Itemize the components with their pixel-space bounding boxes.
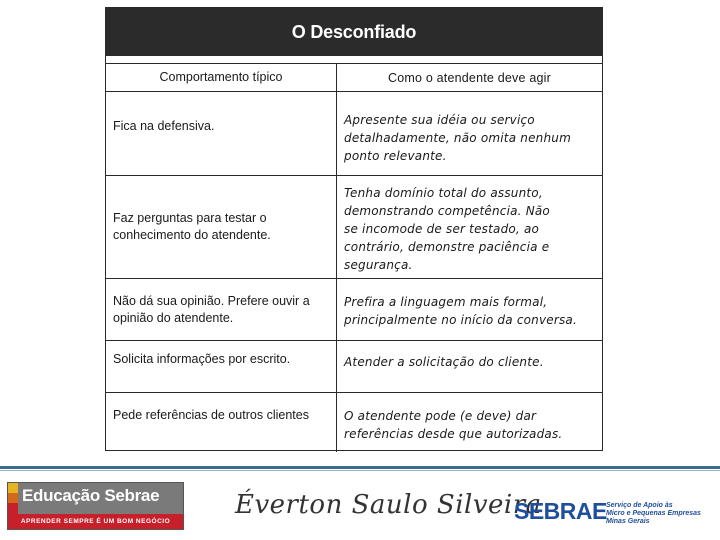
behavior-cell xyxy=(106,393,337,452)
table-row xyxy=(106,279,602,341)
action-cell xyxy=(337,176,602,278)
action-cell xyxy=(337,279,602,340)
tagline-line: Micro e Pequenas Empresas xyxy=(606,510,701,517)
cell-line: Faz perguntas para testar o xyxy=(113,211,267,225)
action-cell xyxy=(337,341,602,392)
behavior-cell xyxy=(106,92,337,175)
tagline-line: Minas Gerais xyxy=(606,518,650,525)
cell-line: Tenha domínio total do assunto, xyxy=(344,186,543,200)
logo-stripe xyxy=(8,483,18,493)
edu-logo-title: Educação Sebrae xyxy=(22,486,160,505)
cell-line: se incomode de ser testado, ao xyxy=(344,222,540,236)
sebrae-tagline xyxy=(606,502,701,526)
behavior-table xyxy=(105,7,603,451)
cell-line: contrário, demonstre paciência e xyxy=(344,240,550,254)
cell-line: Atender a solicitação do cliente. xyxy=(344,355,544,369)
behavior-cell xyxy=(106,341,337,392)
header-row xyxy=(106,64,602,92)
cell-line: detalhadamente, não omita nenhum xyxy=(344,131,571,145)
logo-stripe xyxy=(8,493,18,503)
action-cell xyxy=(337,92,602,175)
behavior-cell xyxy=(106,176,337,278)
cell-line: referências desde que autorizadas. xyxy=(344,427,563,441)
cell-line: demonstrando competência. Não xyxy=(344,204,550,218)
table-row xyxy=(106,393,602,452)
edu-logo-tagline: APRENDER SEMPRE É UM BOM NEGÓCIO xyxy=(8,514,183,529)
cell-line: Solicita informações por escrito. xyxy=(113,352,291,366)
sebrae-logo xyxy=(514,484,714,530)
logo-stripe xyxy=(8,503,18,514)
cell-line: Pede referências de outros clientes xyxy=(113,408,309,422)
educacao-sebrae-logo xyxy=(7,482,184,530)
footer-divider-thin xyxy=(0,470,720,471)
cell-line: Fica na defensiva. xyxy=(113,119,215,133)
cell-line: conhecimento do atendente. xyxy=(113,228,271,242)
action-cell xyxy=(337,393,602,452)
sebrae-wordmark: SEBRAE xyxy=(514,498,607,524)
author-signature: Éverton Saulo Silveira xyxy=(235,490,542,520)
table-row xyxy=(106,176,602,279)
footer-divider xyxy=(0,466,720,469)
table-row xyxy=(106,92,602,176)
cell-line: opinião do atendente. xyxy=(113,311,234,325)
table-row xyxy=(106,341,602,393)
cell-line: segurança. xyxy=(344,258,413,272)
header-action: Como o atendente deve agir xyxy=(388,70,551,85)
table-title: O Desconfiado xyxy=(106,8,602,56)
cell-line: Não dá sua opinião. Prefere ouvir a xyxy=(113,294,310,308)
cell-line: O atendente pode (e deve) dar xyxy=(344,409,537,423)
tagline-line: Serviço de Apoio às xyxy=(606,502,673,509)
cell-line: Apresente sua idéia ou serviço xyxy=(344,113,535,127)
behavior-cell xyxy=(106,279,337,340)
title-gap xyxy=(106,56,602,64)
header-behavior: Comportamento típico xyxy=(106,64,337,91)
cell-line: Prefira a linguagem mais formal, xyxy=(344,295,548,309)
cell-line: principalmente no início da conversa. xyxy=(344,313,577,327)
cell-line: ponto relevante. xyxy=(344,149,447,163)
